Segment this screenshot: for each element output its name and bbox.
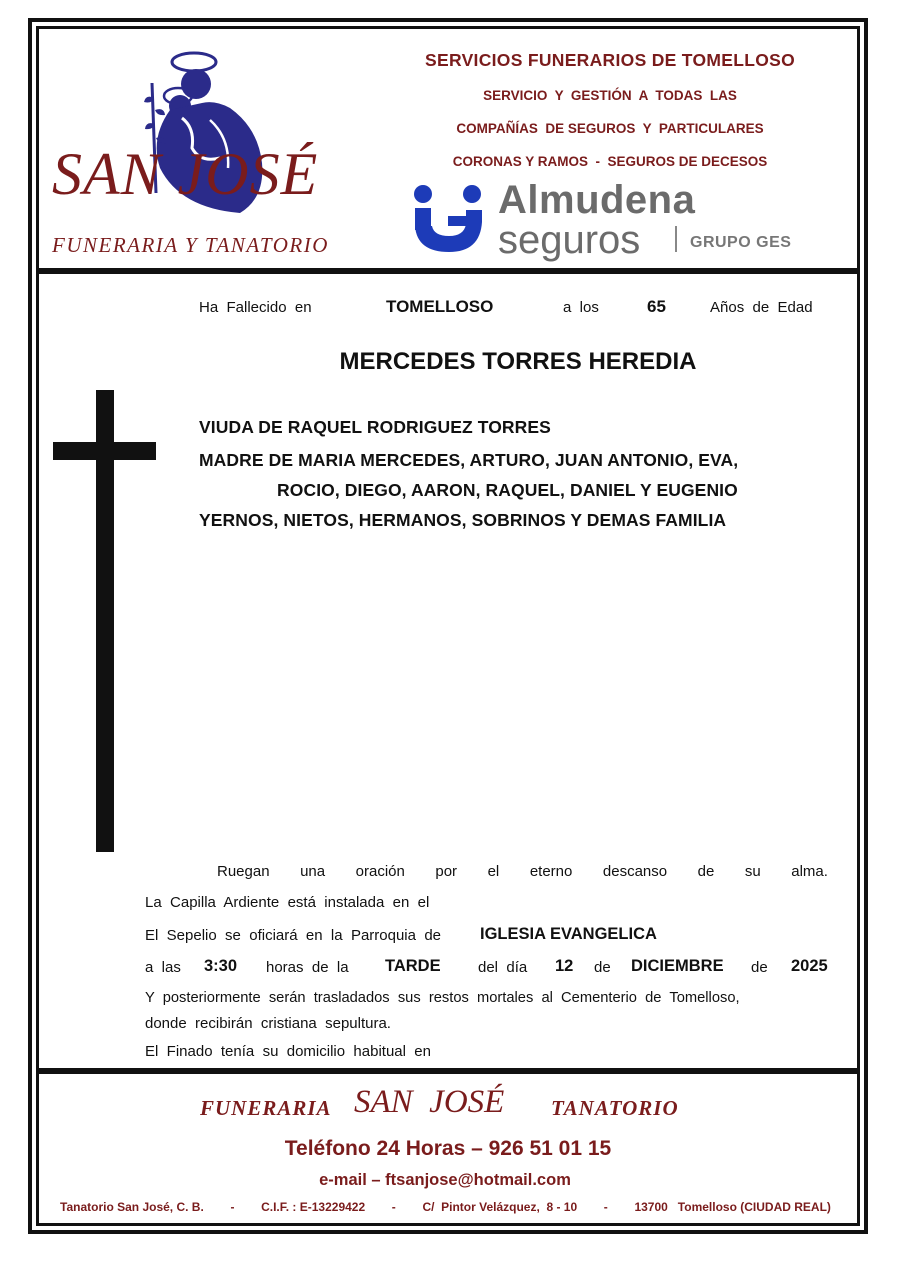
footer-cif: C.I.F. : E-13229422 [261, 1200, 366, 1214]
insurer-separator [675, 226, 677, 252]
period: TARDE [385, 957, 441, 975]
prayer-word: su [744, 863, 761, 880]
time-label-b: horas de la [266, 959, 349, 976]
footer-company: Tanatorio San José, C. B. [60, 1200, 204, 1214]
logo-title: SAN JOSÉ [52, 141, 319, 207]
prayer-line [217, 863, 828, 880]
transfer-line-1: Y posteriormente serán trasladados sus restos mortales al Cementerio de Tomelloso, [145, 990, 740, 1006]
footer-brand-right: TANATORIO [551, 1096, 679, 1120]
day-label: del día [478, 959, 528, 976]
chapel-line: La Capilla Ardiente está instalada en el [145, 894, 430, 911]
prayer-word: eterno [529, 863, 573, 880]
family-line-2: MADRE DE MARIA MERCEDES, ARTURO, JUAN ANTONIO, EVA, [199, 450, 739, 470]
services-title: SERVICIOS FUNERARIOS DE TOMELLOSO [425, 50, 795, 70]
footer-separator: - [603, 1200, 608, 1214]
prayer-word: Ruegan [217, 863, 270, 880]
insurer-group: GRUPO GES [690, 234, 792, 251]
footer-brand-center: SAN JOSÉ [354, 1084, 505, 1120]
prayer-word: una [300, 863, 326, 880]
services-line-2: COMPAÑÍAS DE SEGUROS Y PARTICULARES [456, 121, 764, 136]
insurer-sub: seguros [498, 218, 641, 262]
at-label: a los [563, 299, 599, 316]
age-label: Años de Edad [710, 299, 813, 316]
footer-phone: Teléfono 24 Horas – 926 51 01 15 [284, 1137, 612, 1160]
footer-separator: - [391, 1200, 396, 1214]
de-2: de [751, 959, 768, 976]
prayer-word: alma. [791, 863, 828, 880]
church: IGLESIA EVANGELICA [480, 925, 657, 943]
cross-horizontal [53, 442, 156, 460]
logo-subtitle: FUNERARIA Y TANATORIO [52, 233, 329, 257]
prayer-word: descanso [602, 863, 668, 880]
place: TOMELLOSO [386, 297, 494, 316]
footer-separator: - [230, 1200, 235, 1214]
services-line-3: CORONAS Y RAMOS - SEGUROS DE DECESOS [452, 154, 768, 169]
footer-divider [36, 1068, 860, 1074]
family-line-4: YERNOS, NIETOS, HERMANOS, SOBRINOS Y DEMAS FAMILIA [199, 510, 727, 530]
footer-brand-left: FUNERARIA [200, 1096, 332, 1120]
age: 65 [647, 297, 666, 316]
almudena-logo-icon [412, 182, 486, 256]
footer-address-line [60, 1200, 831, 1214]
prayer-word: el [487, 863, 500, 880]
prayer-word: oración [355, 863, 405, 880]
de-1: de [594, 959, 611, 976]
header-divider [36, 268, 860, 274]
footer-address: C/ Pintor Velázquez, 8 - 10 [422, 1200, 578, 1214]
insurer-name: Almudena [498, 178, 696, 222]
time-label-a: a las [145, 959, 181, 976]
prayer-word: por [435, 863, 458, 880]
transfer-line-2: donde recibirán cristiana sepultura. [145, 1015, 391, 1032]
day: 12 [555, 957, 574, 975]
time: 3:30 [204, 957, 238, 975]
prayer-word: de [697, 863, 715, 880]
family-line-3: ROCIO, DIEGO, AARON, RAQUEL, DANIEL Y EUGENIO [277, 480, 738, 500]
domicile-line: El Finado tenía su domicilio habitual en [145, 1043, 431, 1060]
year: 2025 [791, 957, 828, 975]
family-line-1: VIUDA DE RAQUEL RODRIGUEZ TORRES [199, 417, 551, 437]
deceased-name: MERCEDES TORRES HEREDIA [339, 348, 697, 375]
footer-email: e-mail – ftsanjose@hotmail.com [319, 1171, 571, 1189]
died-in-label: Ha Fallecido en [199, 299, 312, 316]
burial-prefix: El Sepelio se oficiará en la Parroquia de [145, 927, 442, 944]
footer-city: 13700 Tomelloso (CIUDAD REAL) [634, 1200, 831, 1214]
month: DICIEMBRE [631, 957, 724, 975]
services-line-1: SERVICIO Y GESTIÓN A TODAS LAS [483, 88, 737, 103]
